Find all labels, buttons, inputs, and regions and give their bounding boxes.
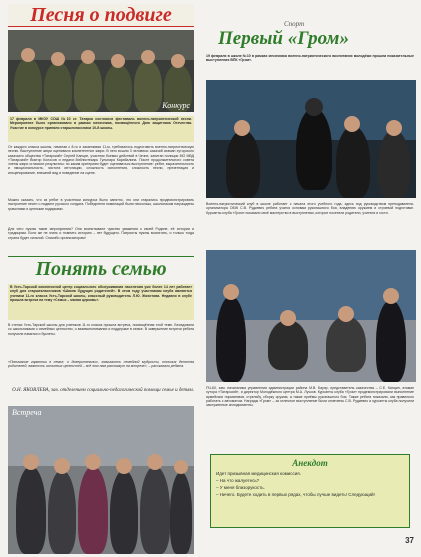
body-right-1: Военно-патриотический клуб в школе работает с начала этого учебного года, здесь под руководством преподавателя-организатора ОБЖ С.В. Рудкевич ребята учатся основам рукопашного боя, владению оружием и строевой подготовке. Курсанты клуба «Гром» показали своё мастерство в выступлении, которое посетили родители, учителя и гости.	[206, 202, 414, 215]
anecdote-title: Анекдот	[292, 458, 328, 468]
anecdote-box	[210, 454, 410, 528]
training-photo	[206, 80, 416, 198]
body-paragraph-3: Для чего нужны такие мероприятия? Они воспитывают чувство уважения к своей Родине, её истории и традициям. Если же не знать и помнить историю – нет будущего. Патриоты нужны воспитать, и только тогда страна будет сильной. Спасибо организаторам!	[8, 227, 194, 240]
headline-right: Первый «Гром»	[218, 28, 349, 49]
lead-right: 19 февраля в школе №10 в рамках месячника военно-патриотического воспитания молодёжи прошли показательные выступления ВПК «Гром».	[206, 54, 414, 63]
concert-photo	[8, 30, 194, 112]
photo-caption: Конкурс	[162, 101, 190, 110]
left-column	[2, 2, 198, 553]
anecdote-line: Идет призывная медицинская комиссия.	[216, 471, 301, 476]
body-paragraph-2: Можно сказать, что из ребят в участники конкурса было занятно, что они старались продемонстрировать настроение песен о подвиге русского солдата. Победителя номинаций были несколько, школьникам награждены грамотами и ценными подарками.	[8, 198, 194, 211]
lead-paragraph: 17 февраля в МКОУ СОШ №10 ст. Татарка состоялся фестиваль военно-патриотической песни. Мероприятие было организовано в рамках месячника, посвящённого Дню защитника Отечества. Участие в конкурсе приняли старшеклассники 10-й школы.	[8, 116, 194, 142]
lead-paragraph-2: В Усть-Тарской комплексной центр социального обслуживания населения уже более 14 лет работает клуб для старшеклассников «Школа будущих родителей». В этом году участникам клуба являются ученики 11-го класса Усть-Тарской школы, классный руководитель Л.Ю. Жихотова. Недавно в клубе прошла встреча на тему «Семья – малая церковь».	[8, 284, 194, 320]
anecdote-line: – Ничего. Будете ходить в первых рядах, чтобы лучше видеть! Следующий!	[216, 492, 375, 497]
page-number: 37	[405, 536, 414, 545]
body-right-2: ПЧ-60, зам. начальника управления администрации района М.В. Бауэр, представитель казачества – С.Е. Канцин, атаман хутора «Татарский», и директор Молодёжного центра М.А. Лучков. Курсанты клуба «Гром» продемонстрировали выполнение армейских нормативов, стрельбу, сборку оружия, а также приёмы рукопашного боя. Также ребята показали, как правильно работать с автоматом. Награды «Гром» – за отличное выступление были отмечены С.В. Рудкевич и курсанты клуба получили заслуженные аплодисменты.	[206, 386, 414, 408]
headline-banner	[8, 4, 194, 27]
signature: О.Н. ЯКОВЛЕВА, зав. отделением социально-педагогической помощи семье и детям.	[12, 388, 194, 393]
anecdote-line: – У меня близорукость.	[216, 485, 265, 490]
photo-caption-2: Встреча	[12, 408, 42, 417]
body-paragraph-1: От каждого класса школы, начиная с 8-го и заканчивая 11-м, требовалось подготовить военно-патриотическую песню. Выступление жюри оценивало компетентное жюри. В него вошли 3 человека: казачий атаман хуторского казачьего общества «Татарский» Сергей Канцин, участник боевых действий в Чечне, капитан полиции МО МВД «Татарский» Виктор Колосов и педагог-библиотекарь Гульнара Карабалина. После продолжительного совета члены жюри огласили результаты: по каким критериям будет оцениваться выступление: ребят, выразительность и эмоциональность, чистота интонации, сложность исполнения, сложность песни, презентация и инсценирование, внешний вид и поведение на сцене.	[8, 145, 194, 175]
right-column	[204, 2, 418, 553]
hall-photo	[206, 250, 416, 382]
family-meeting-photo	[8, 406, 194, 554]
rubric: Спорт	[284, 20, 305, 28]
headline-2: Понять семью	[35, 258, 167, 280]
anecdote-line: – На что жалуетесь?	[216, 478, 260, 483]
divider	[8, 256, 194, 257]
headline: Песня о подвиге	[30, 4, 172, 26]
body-paragraph-4: В стенах Усть-Тарской школы для учеников 11-го класса прошла встреча, посвящённая этой теме. Беседовали со школьниками о семейных ценностях, о взаимопонимании и поддержке в семье. В завершение встречи ребята получили памятки и буклеты.	[8, 323, 194, 336]
body-paragraph-5: «Понимание гармонии в семье, о доверительных, значимость семейной мудрости, отличия детства родителей, важность истинных ценностей – всё это нам расскажут на встрече», – рассказали ребята.	[8, 360, 194, 369]
